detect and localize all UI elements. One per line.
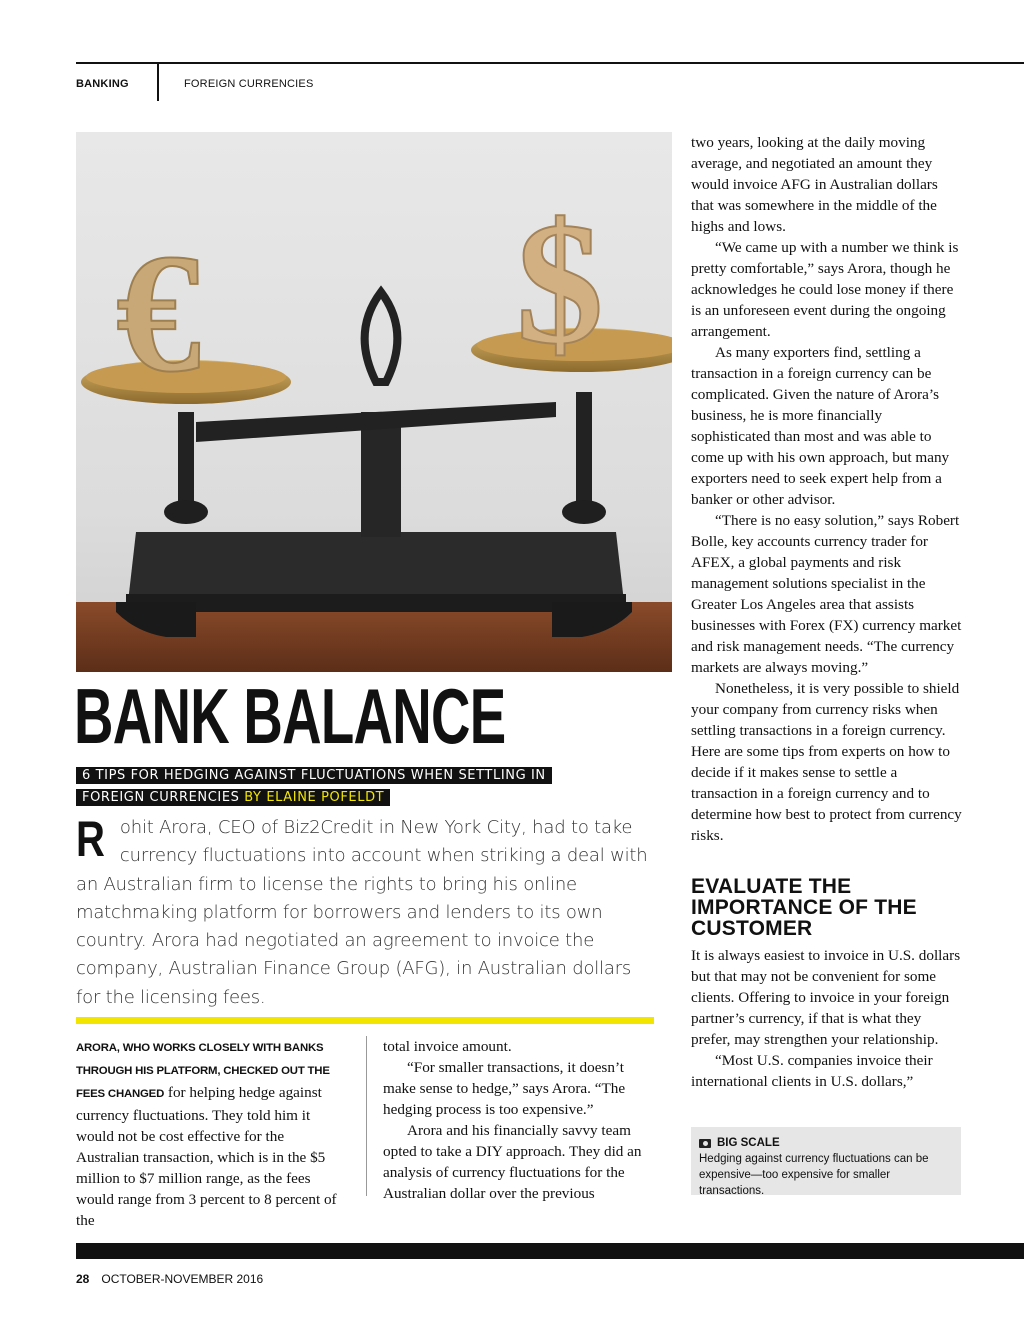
caption-text: Hedging against currency fluctuations can be expensive—too expensive for smaller transactions. [699, 1153, 929, 1197]
col2-paragraph-3: Arora and his financially savvy team opted to take a DIY approach. They did an analysis of currency fluctuations for the Australian dollar over the previous [383, 1122, 642, 1202]
col3-paragraph-5: Nonetheless, it is very possible to shield your company from currency risks when settling transactions in a foreign currency. Here are some tips from experts on how to decide if it makes sense to settle a transaction in a foreign currency and to determine how best to protect from currency risks. [691, 680, 962, 844]
caption-title: BIG SCALE [717, 1137, 780, 1149]
drop-cap: R [76, 811, 105, 867]
svg-text:$: $ [516, 186, 604, 380]
camera-icon [699, 1139, 711, 1148]
run-in-text: ARORA, WHO WORKS CLOSELY WITH BANKS THROUGH HIS PLATFORM, CHECKED OUT THE FEES CHANGED [76, 1042, 330, 1100]
body-column-2 [383, 1036, 653, 1204]
col3-paragraph-2: “We came up with a number we think is pretty comfortable,” says Arora, though he acknowledges he could lose money if there is an unforeseen event during the ongoing arrangement. [691, 239, 959, 340]
svg-text:€: € [116, 219, 201, 407]
body-column-3 [691, 132, 963, 1092]
deck-line-2: FOREIGN CURRENCIES [82, 790, 240, 805]
photo-caption [691, 1127, 961, 1195]
balance-scale-photo [76, 132, 672, 672]
col3-paragraph-1: two years, looking at the daily moving average, and negotiated an amount they would invoice AFG in Australian dollars that was somewhere in the middle of the highs and lows. [691, 134, 938, 235]
col1-text: for helping hedge against currency fluctuations. They told him it would not be cost effective for the Australian transaction, which is in the $5 million to $7 million range, as the fees would range from 3 percent to 8 percent of the [76, 1084, 337, 1229]
lede-text: ohit Arora, CEO of Biz2Credit in New York City, had to take currency fluctuations into account when striking a deal with an Australian firm to license the rights to bring his online matchmaking platform for borrowers and lenders to its own country. Arora had negotiated an agreement to invoice the company, Australian Finance Group (AFG), in Australian dollars for the licensing fees. [76, 817, 648, 1008]
byline: BY ELAINE POFELDT [244, 790, 385, 805]
section-label: BANKING [76, 78, 129, 90]
col3-paragraph-6: It is always easiest to invoice in U.S. dollars but that may not be convenient for some clients. Offering to invoice in your foreign partner’s currency, if that is what they prefer, may strengthen your relationship. [691, 947, 961, 1048]
col2-paragraph-1: total invoice amount. [383, 1038, 512, 1055]
page-footer [76, 1272, 263, 1286]
section-subhead: EVALUATE THE IMPORTANCE OF THE CUSTOMER [691, 875, 917, 940]
article-deck [76, 765, 586, 809]
issue-date: OCTOBER-NOVEMBER 2016 [101, 1272, 264, 1286]
balance-scale-icon [76, 132, 672, 672]
accent-rule [76, 1017, 654, 1024]
col3-paragraph-4: “There is no easy solution,” says Robert Bolle, key accounts currency trader for AFEX, a global payments and risk management solutions specialist in the Greater Los Angeles area that assists businesses with Forex (FX) currency market and risk management needs. “The currency markets are always moving.” [691, 512, 962, 676]
deck-line-1: 6 TIPS FOR HEDGING AGAINST FLUCTUATIONS WHEN SETTLING IN [82, 768, 546, 783]
page-number: 28 [76, 1272, 90, 1286]
column-divider [366, 1036, 367, 1196]
lede-paragraph [76, 811, 656, 1012]
header-rule [76, 62, 1024, 64]
col3-paragraph-7: “Most U.S. companies invoice their international clients in U.S. dollars,” [691, 1052, 933, 1090]
header-divider [157, 64, 159, 101]
footer-bar [76, 1243, 1024, 1259]
body-column-1 [76, 1036, 346, 1231]
col3-paragraph-3: As many exporters find, settling a transaction in a foreign currency can be complicated. Given the nature of Arora’s business, he is more financially sophisticated than most and was able to come up with his own approach, but many exporters need to seek expert help from a banker or other advisor. [691, 344, 950, 508]
article-headline: BANK BALANCE [74, 672, 506, 760]
col2-paragraph-2: “For smaller transactions, it doesn’t make sense to hedge,” says Arora. “The hedging process is too expensive.” [383, 1059, 626, 1118]
subsection-label: FOREIGN CURRENCIES [184, 78, 314, 90]
